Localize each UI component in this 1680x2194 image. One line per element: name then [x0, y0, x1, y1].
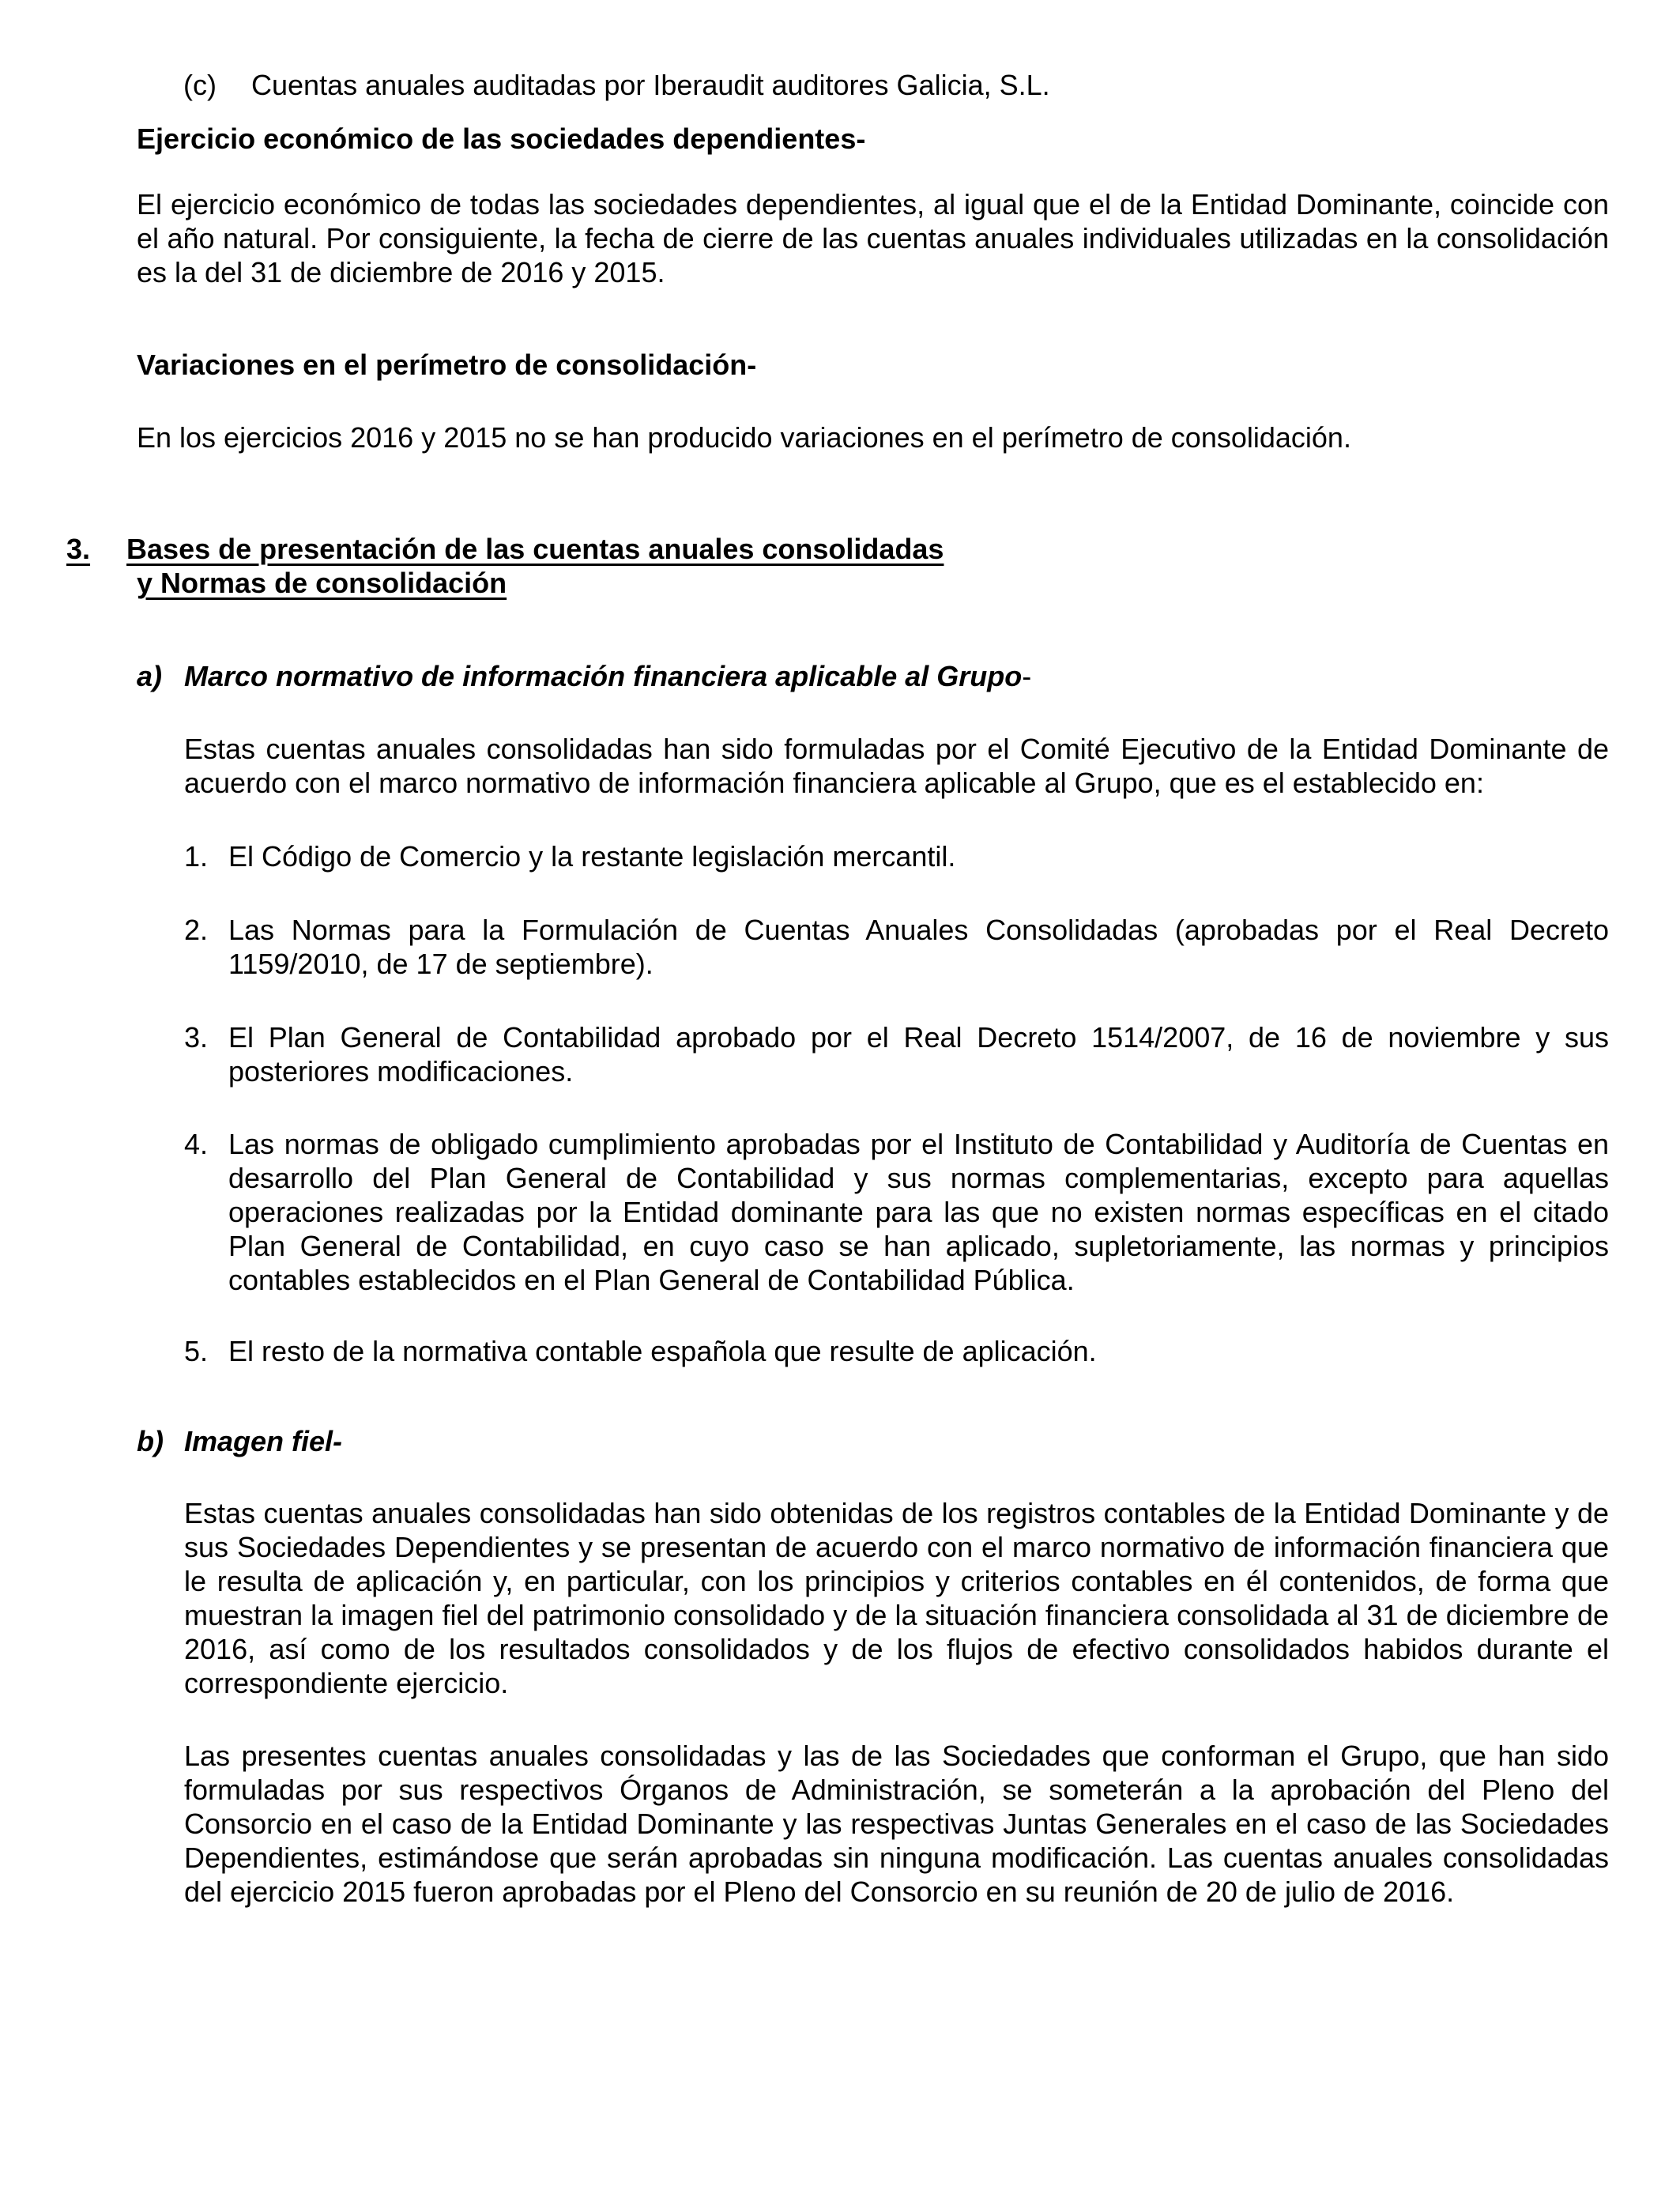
- list-item-text: El resto de la normativa contable española que resulte de aplicación.: [228, 1335, 1097, 1367]
- sub-b-paragraph-1: Estas cuentas anuales consolidadas han sido obtenidas de los registros contables de la Entidad Dominante y de sus Sociedades Dependientes y se presentan de acuerdo con el marco normativo de información financiera que le resulta de aplicación y, en particular, con los principios y criterios contables en él contenidos, de forma que muestran la imagen fiel del patrimonio consolidado y de la situación financiera consolidada al 31 de diciembre de 2016, así como de los resultados consolidados y de los flujos de efectivo consolidados habidos durante el correspondiente ejercicio.: [184, 1497, 1609, 1699]
- sub-a-intro: Estas cuentas anuales consolidadas han sido formuladas por el Comité Ejecutivo de la Entidad Dominante de acuerdo con el marco normativo de información financiera aplicable al Grupo, que es el establecido en:: [184, 733, 1609, 799]
- list-item-text: Las normas de obligado cumplimiento aprobadas por el Instituto de Contabilidad y Auditoría de Cuentas en desarrollo del Plan General de Contabilidad y sus normas complementarias, excepto para aquellas operaciones realizadas por la Entidad dominante para las que no existen normas específicas en el citado Plan General de Contabilidad, en cuyo caso se han aplicado, supletoriamente, las normas y principios contables establecidos en el Plan General de Contabilidad Pública.: [228, 1128, 1609, 1296]
- list-item-text: El Plan General de Contabilidad aprobado por el Real Decreto 1514/2007, de 16 de noviembre y sus posteriores modificaciones.: [228, 1021, 1609, 1088]
- list-item-number: 3.: [184, 1021, 209, 1054]
- sub-a-title: Marco normativo de información financiera aplicable al Grupo: [184, 660, 1023, 692]
- note-c-marker: (c): [183, 69, 217, 101]
- section-3-heading: [66, 532, 983, 566]
- section-3-title-line1: Bases de presentación de las cuentas anuales consolidadas: [126, 533, 944, 565]
- list-item-text: Las Normas para la Formulación de Cuentas Anuales Consolidadas (aprobadas por el Real Decreto 1159/2010, de 17 de septiembre).: [228, 914, 1609, 980]
- section-3-title-line2: y Normas de consolidación: [137, 567, 507, 599]
- variaciones-heading: Variaciones en el perímetro de consolidación-: [137, 349, 757, 381]
- list-item-number: 4.: [184, 1128, 209, 1160]
- note-c-text: Cuentas anuales auditadas por Iberaudit auditores Galicia, S.L.: [251, 69, 1050, 101]
- list-item-text: El Código de Comercio y la restante legislación mercantil.: [228, 840, 956, 873]
- section-3-number: 3.: [66, 533, 91, 565]
- list-item-number: 1.: [184, 840, 209, 873]
- sub-b-letter: b): [137, 1425, 164, 1457]
- sub-b-paragraph-2: Las presentes cuentas anuales consolidadas y las de las Sociedades que conforman el Grupo, que han sido formuladas por sus respectivos Órganos de Administración, se someterán a la aprobación del Pleno del Consorcio en el caso de la Entidad Dominante y las respectivas Juntas Generales en el caso de las Sociedades Dependientes, estimándose que serán aprobadas sin ninguna modificación. Las cuentas anuales consolidadas del ejercicio 2015 fueron aprobadas por el Pleno del Consorcio en su reunión de 20 de julio de 2016.: [184, 1740, 1609, 1908]
- ejercicio-paragraph: El ejercicio económico de todas las sociedades dependientes, al igual que el de la Entidad Dominante, coincide con el año natural. Por consiguiente, la fecha de cierre de las cuentas anuales individuales utilizadas en la consolidación es la del 31 de diciembre de 2016 y 2015.: [137, 188, 1609, 288]
- sub-a-letter: a): [137, 660, 163, 692]
- sub-b-title: Imagen fiel-: [184, 1425, 343, 1457]
- variaciones-paragraph: En los ejercicios 2016 y 2015 no se han producido variaciones en el perímetro de consolidación.: [137, 421, 1351, 454]
- ejercicio-heading: Ejercicio económico de las sociedades dependientes-: [137, 123, 866, 155]
- list-item-number: 5.: [184, 1335, 209, 1367]
- sub-a-heading: [184, 659, 1031, 693]
- sub-a-dash: -: [1022, 660, 1032, 692]
- list-item-number: 2.: [184, 914, 209, 946]
